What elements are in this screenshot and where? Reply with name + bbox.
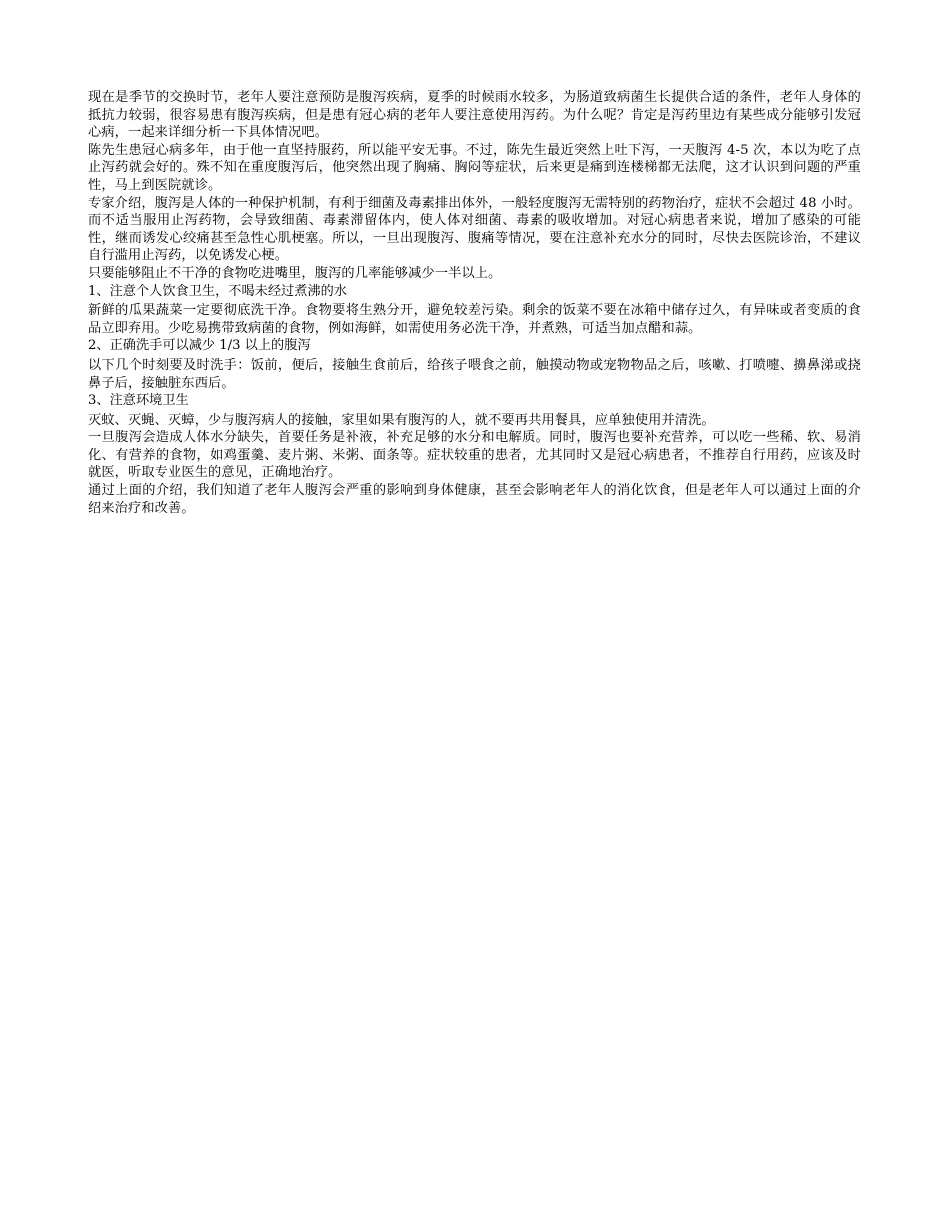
paragraph-prevention-summary: 只要能够阻止不干净的食物吃进嘴里，腹泻的几率能够减少一半以上。 (88, 265, 502, 281)
paragraph-expert: 专家介绍，腹泻是人体的一种保护机制，有利于细菌及毒素排出体外，一般轻度腹泻无需特别的药物治疗，症状不会超过 48 小时。而不适当服用止泻药物，会导致细菌、毒素滞留体内，使人体对细菌、毒素的吸收增加。对冠心病患者来说，增加了感染的可能性，继而诱发心绞痛甚至急性心肌梗塞。所以，一旦出现腹泻、腹痛等情况，要在注意补充水分的同时，尽快去医院诊治，不建议自行滥用止泻药，以免诱发心梗。 (88, 195, 861, 264)
paragraph-handwashing: 以下几个时刻要及时洗手：饭前，便后，接触生食前后，给孩子喂食之前，触摸动物或宠物物品之后，咳嗽、打喷嚏、擤鼻涕或挠鼻子后，接触脏东西后。 (88, 357, 861, 391)
paragraph-case: 陈先生患冠心病多年，由于他一直坚持服药，所以能平安无事。不过，陈先生最近突然上吐下泻，一天腹泻 4-5 次，本以为吃了点止泻药就会好的。殊不知在重度腹泻后，他突然出现了胸痛、胸闷等症状，后来更是痛到连楼梯都无法爬，这才认识到问题的严重性，马上到医院就诊。 (88, 142, 861, 193)
paragraph-diet: 新鲜的瓜果蔬菜一定要彻底洗干净。食物要将生熟分开，避免较差污染。剩余的饭菜不要在冰箱中储存过久，有异味或者变质的食品立即弃用。少吃易携带致病菌的食物，例如海鲜，如需使用务必洗干净，并煮熟，可适当加点醋和蒜。 (88, 303, 861, 336)
paragraph-treatment: 一旦腹泻会造成人体水分缺失，首要任务是补液，补充足够的水分和电解质。同时，腹泻也要补充营养，可以吃一些稀、软、易消化、有营养的食物，如鸡蛋羹、麦片粥、米粥、面条等。症状较重的患者，尤其同时又是冠心病患者，不推荐自行用药，应该及时就医，听取专业医生的意见，正确地治疗。 (88, 430, 861, 481)
section-heading-handwashing: 2、正确洗手可以减少 1/3 以上的腹泻 (88, 338, 311, 354)
paragraph-environment: 灭蚊、灭蝇、灭蟑，少与腹泻病人的接触，家里如果有腹泻的人，就不要再共用餐具，应单独使用并清洗。 (88, 412, 715, 428)
section-heading-environment: 3、注意环境卫生 (88, 393, 189, 409)
paragraph-conclusion: 通过上面的介绍，我们知道了老年人腹泻会严重的影响到身体健康，甚至会影响老年人的消化饮食，但是老年人可以通过上面的介绍来治疗和改善。 (88, 483, 861, 516)
article-body (88, 89, 861, 517)
paragraph-intro: 现在是季节的交换时节，老年人要注意预防是腹泻疾病，夏季的时候雨水较多，为肠道致病菌生长提供合适的条件，老年人身体的抵抗力较弱，很容易患有腹泻疾病，但是患有冠心病的老年人要注意使用泻药。为什么呢？肯定是泻药里边有某些成分能够引发冠心病，一起来详细分析一下具体情况吧。 (88, 90, 861, 141)
section-heading-diet: 1、注意个人饮食卫生，不喝未经过煮沸的水 (88, 283, 347, 299)
